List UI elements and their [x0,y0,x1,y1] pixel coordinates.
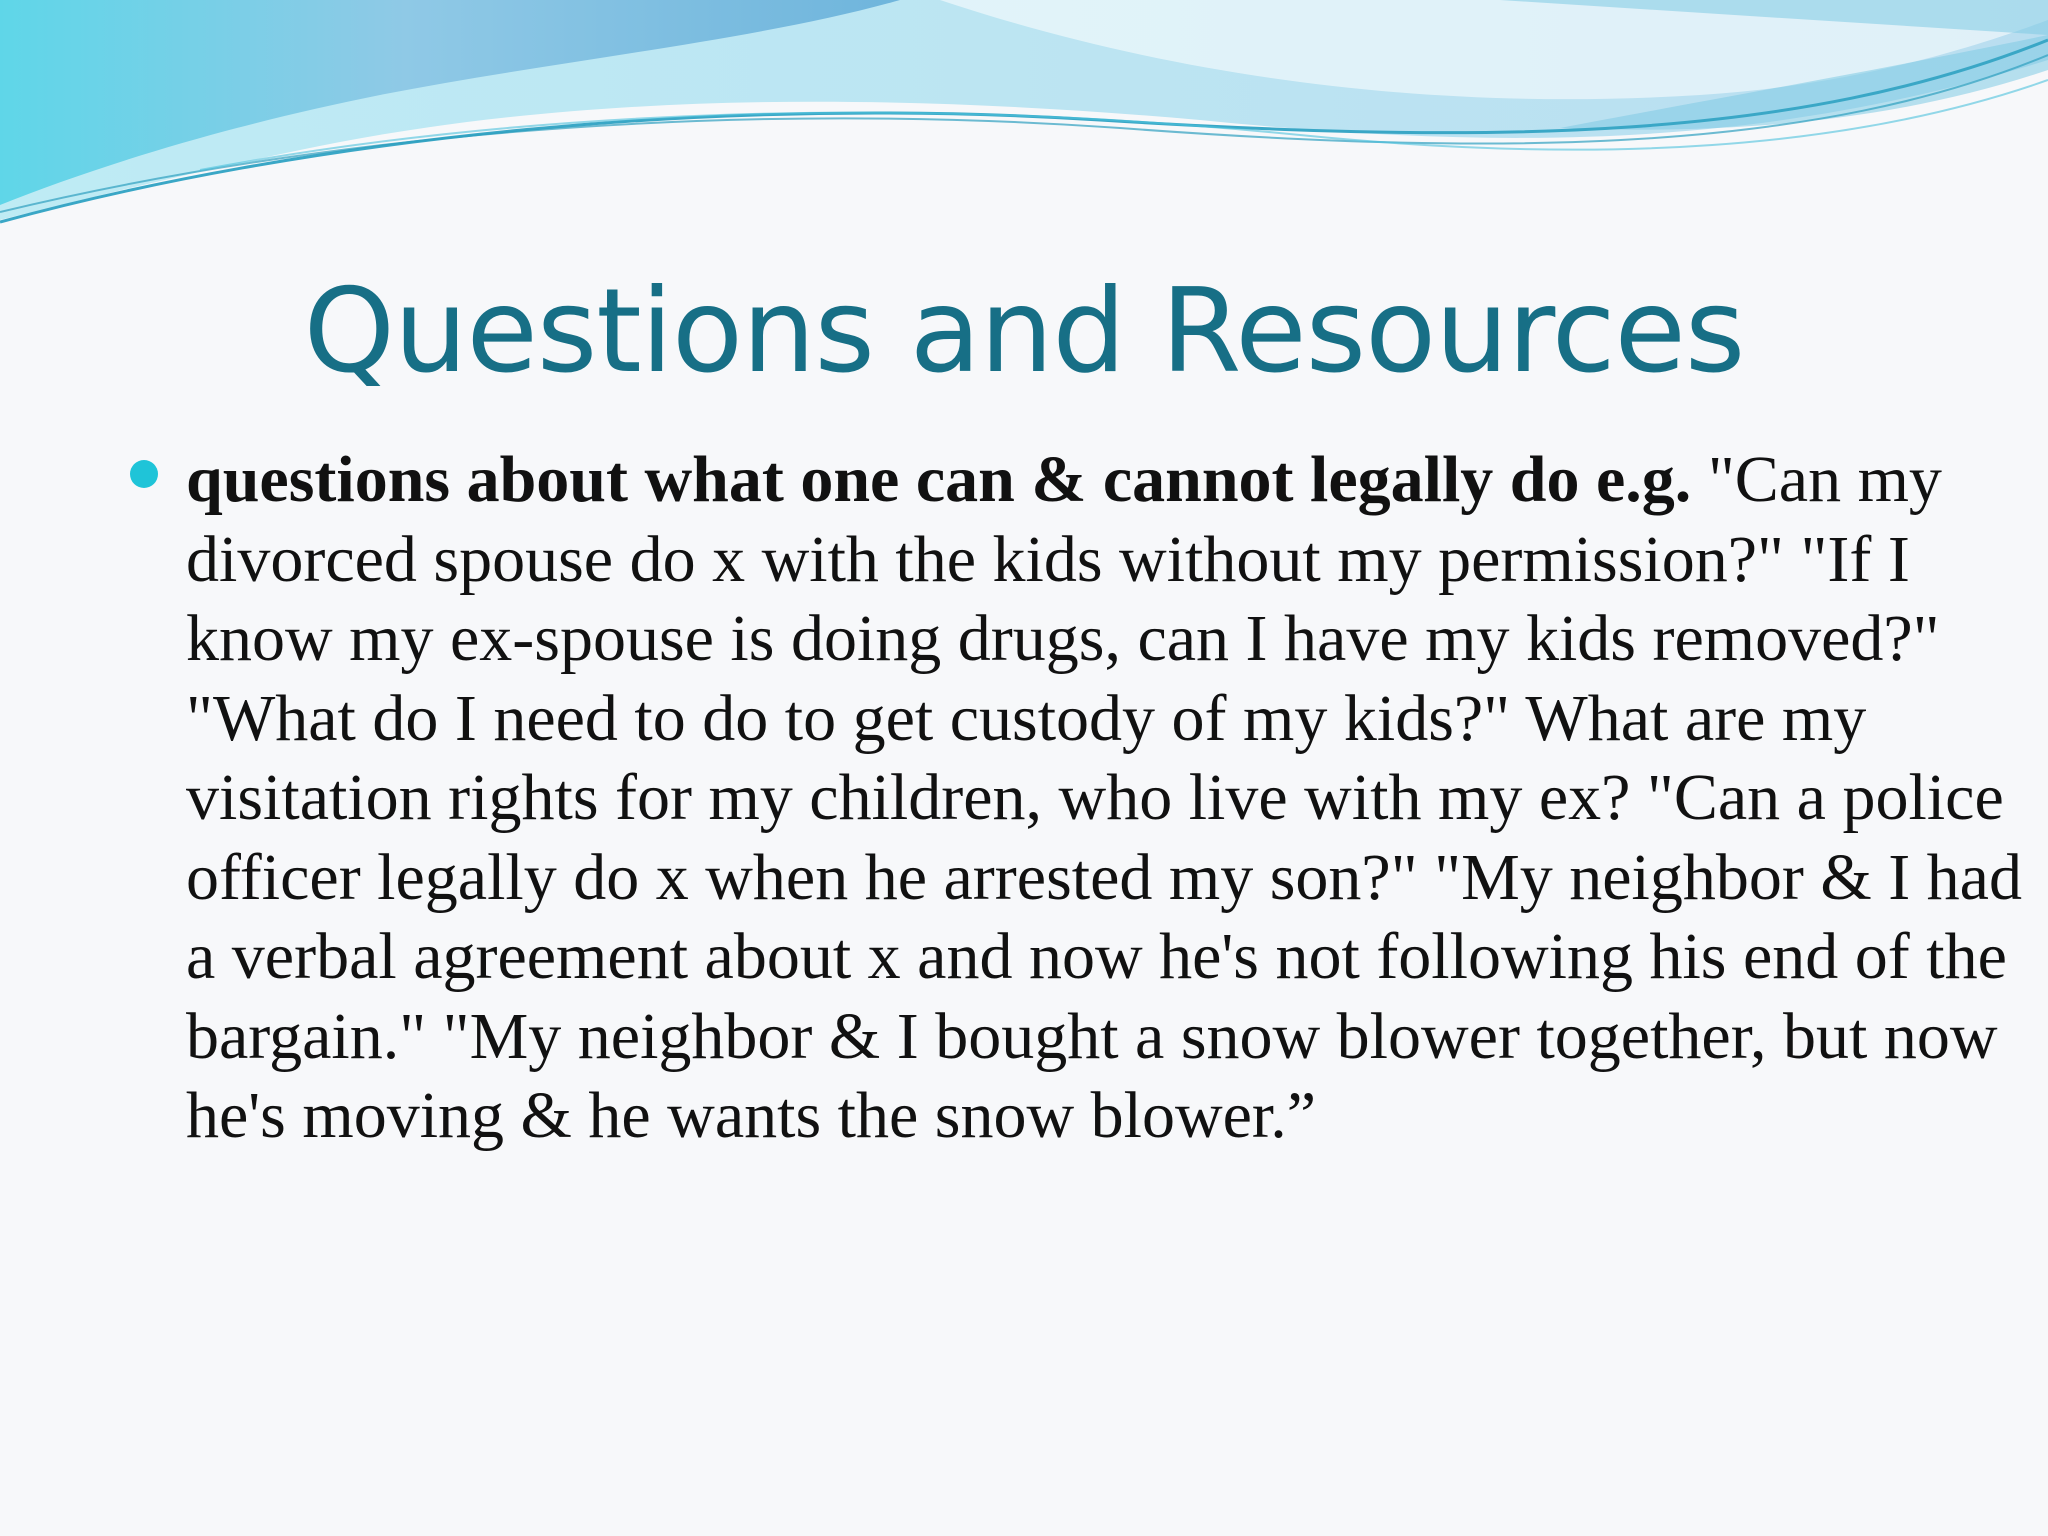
slide-title: Questions and Resources [303,264,1745,399]
header-wave-decoration [0,0,2048,240]
bullet-text [186,440,2048,1156]
bullet-body-text: "Can my divorced spouse do x with the kids without my permission?" "If I know my ex-spouse is doing drugs, can I have my kids removed?" "What do I need to do to get custody of my kids?" What are my visitation rights for my children, who live with my ex? "Can a police officer legally do x when he arrested my son?" "My neighbor & I had a verbal agreement about x and now he's not following his end of the bargain." "My neighbor & I bought a snow blower together, but now he's moving & he wants the snow blower.” [186,443,2022,1152]
bullet-lead-text: questions about what one can & cannot legally do e.g. [186,443,1692,516]
bullet-dot-icon [130,460,158,488]
